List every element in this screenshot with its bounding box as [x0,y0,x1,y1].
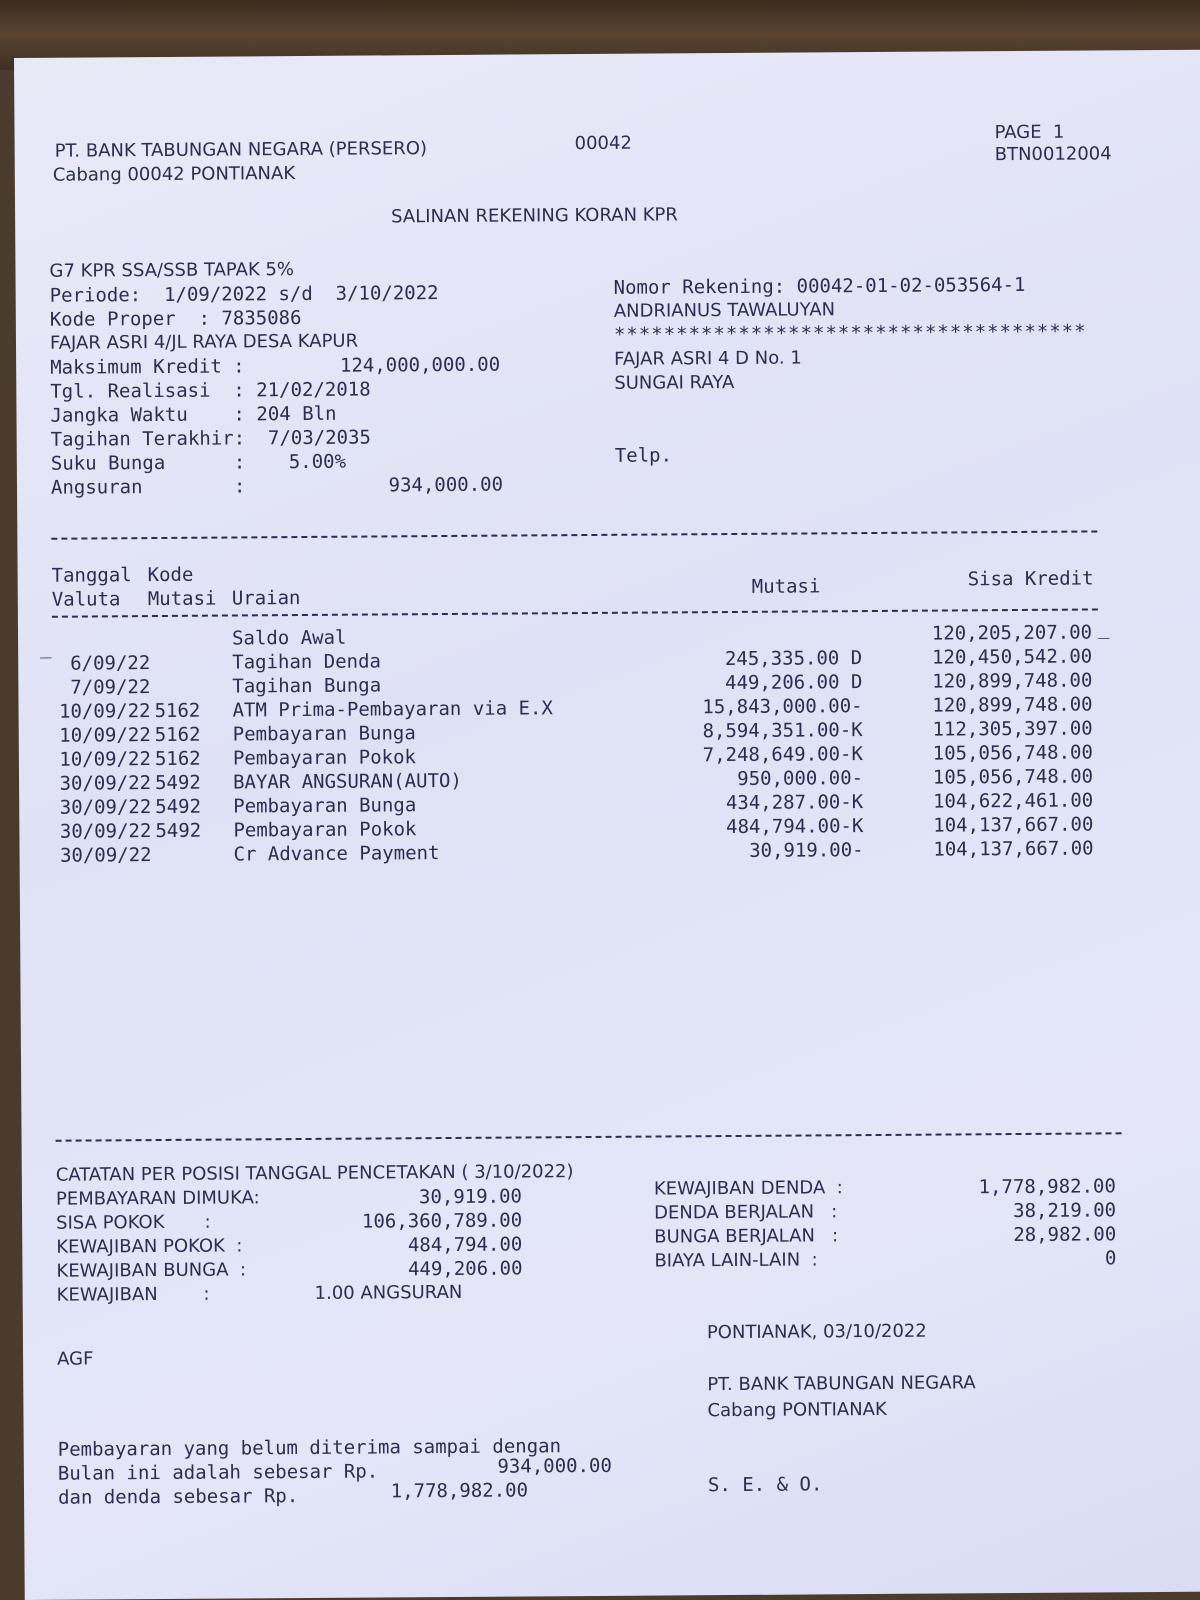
row-date: 7/09/22 [70,676,151,699]
margin-mark: _ [40,636,52,659]
loan-angsuran-value: 934,000.00 [388,473,504,497]
note-line-3-value: 1,778,982.00 [390,1479,529,1503]
summary-left-value: 449,206.00 [407,1257,523,1281]
summary-left-label: KEWAJIBAN POKOK : [56,1235,243,1258]
row-mutasi: 484,794.00-K [726,815,864,839]
row-mutasi: 8,594,351.00-K [702,719,863,743]
loan-product: G7 KPR SSA/SSB TAPAK 5% [49,259,295,282]
row-date [38,627,150,628]
branch-code: 00042 [574,132,632,155]
signature-branch: Cabang PONTIANAK [707,1398,887,1422]
row-sisa-kredit: 105,056,748.00 [932,765,1094,789]
note-line-1: Pembayaran yang belum diterima sampai dengan [57,1435,562,1461]
branch-name: Cabang 00042 PONTIANAK [52,163,296,186]
operator-code: AGF [57,1348,94,1370]
note-line-2-value: 934,000.00 [497,1454,612,1478]
col-tanggal: Tanggal [51,564,132,587]
divider [51,530,1097,539]
summary-right-value: 38,219.00 [1013,1199,1117,1223]
divider [56,1132,1122,1141]
summary-left-label: KEWAJIBAN : [56,1283,210,1306]
loan-suku-label: Suku Bunga : [50,451,246,475]
row-description: Pembayaran Pokok [233,818,417,842]
row-description: Tagihan Bunga [232,674,382,698]
loan-realisasi: Tgl. Realisasi : 21/02/2018 [50,378,371,403]
row-date: 10/09/22 [59,724,151,747]
summary-right-value: 1,778,982.00 [978,1175,1116,1199]
loan-kode-proper: Kode Proper : 7835086 [49,306,302,331]
row-mutasi: 30,919.00- [749,839,864,862]
summary-right-value: 0 [1104,1247,1117,1270]
summary-left-label: KEWAJIBAN BUNGA : [56,1259,247,1282]
customer-telp: Telp. [614,444,673,467]
loan-suku-value: 5.00% [288,450,347,474]
row-code: 5492 [155,795,202,819]
summary-left-label: PEMBAYARAN DIMUKA: [55,1187,260,1210]
summary-right-label: DENDA BERJALAN : [654,1201,838,1224]
statement-paper [14,50,1200,1600]
customer-address-2: SUNGAI RAYA [614,371,735,394]
summary-left-value: 484,794.00 [407,1233,523,1257]
masked-field: ************************************** [613,320,1087,346]
row-sisa-kredit: 105,056,748.00 [932,741,1093,765]
col-valuta: Valuta [51,588,121,611]
col-mutasi: Mutasi [751,575,821,598]
row-sisa-kredit: 104,622,461.00 [932,789,1094,813]
summary-left-value: 30,919.00 [418,1185,523,1209]
row-description: Saldo Awal [231,626,347,650]
row-code: 5162 [154,723,201,747]
row-date: 30/09/22 [59,796,152,819]
loan-project: FAJAR ASRI 4/JL RAYA DESA KAPUR [49,330,359,354]
page-number: PAGE 1 [994,121,1065,144]
summary-right-label: BIAYA LAIN-LAIN : [654,1249,818,1272]
loan-max-label: Maksimum Kredit : [50,355,245,379]
row-mutasi: 15,843,000.00- [702,695,863,719]
summary-title: CATATAN PER POSISI TANGGAL PENCETAKAN ( 3/10/2022) [55,1161,574,1186]
row-sisa-kredit: 104,137,667.00 [933,837,1094,861]
row-date: 30/09/22 [59,772,152,795]
city-date: PONTIANAK, 03/10/2022 [706,1320,927,1344]
row-description: ATM Prima-Pembayaran via E.X [232,697,553,722]
loan-periode: Periode: 1/09/2022 s/d 3/10/2022 [49,282,439,307]
row-mutasi: 449,206.00 D [725,671,863,695]
document-code: BTN0012004 [994,143,1112,166]
row-date: 30/09/22 [59,820,152,843]
row-sisa-kredit: 112,305,397.00 [932,717,1093,741]
loan-max-value: 124,000,000.00 [339,353,501,377]
col-kode: Kode [147,563,194,587]
summary-right-value: 28,982.00 [1013,1223,1117,1247]
row-date: 6/09/22 [70,652,151,675]
note-line-3: dan denda sebesar Rp. [57,1485,299,1509]
col-mutasi-kode: Mutasi [147,587,217,611]
row-code: 5492 [154,771,201,795]
row-mutasi: 245,335.00 D [724,647,863,671]
row-description: Pembayaran Bunga [233,794,417,818]
summary-right-label: KEWAJIBAN DENDA : [653,1177,843,1200]
col-uraian: Uraian [231,587,301,610]
col-sisa-kredit: Sisa Kredit [967,567,1094,591]
row-mutasi: 950,000.00- [737,767,864,790]
page-title: SALINAN REKENING KORAN KPR [391,204,678,228]
row-date: 30/09/22 [59,844,152,867]
row-description: Pembayaran Pokok [232,746,416,770]
loan-angsuran-label: Angsuran : [50,475,246,499]
summary-left-value: 1.00 ANGSURAN [314,1281,463,1304]
row-mutasi [578,622,862,624]
row-sisa-kredit: 120,899,748.00 [932,693,1093,717]
row-sisa-kredit: 120,205,207.00 [931,621,1093,645]
row-description: Cr Advance Payment [233,842,440,866]
customer-address-1: FAJAR ASRI 4 D No. 1 [614,347,802,370]
row-sisa-kredit: 120,899,748.00 [932,669,1093,693]
signature-bank: PT. BANK TABUNGAN NEGARA [707,1372,976,1396]
summary-right-label: BUNGA BERJALAN : [654,1225,839,1248]
row-description: Tagihan Denda [232,650,382,674]
row-sisa-kredit: 104,137,667.00 [933,813,1094,837]
row-mutasi: 434,287.00-K [725,791,864,815]
row-mutasi: 7,248,649.00-K [702,743,863,767]
row-code: 5162 [154,699,201,723]
summary-left-value: 106,360,789.00 [361,1209,523,1233]
row-description: Pembayaran Bunga [232,722,416,746]
row-date: 10/09/22 [59,748,151,771]
errors-omissions: S. E. & O. [707,1473,823,1497]
account-number: Nomor Rekening: 00042-01-02-053564-1 [613,273,1026,299]
customer-name: ANDRIANUS TAWALUYAN [613,299,836,322]
loan-tagihan-terakhir: Tagihan Terakhir: 7/03/2035 [50,426,372,451]
note-line-2: Bulan ini adalah sebesar Rp. [57,1460,379,1485]
loan-jangka: Jangka Waktu : 204 Bln [50,402,337,427]
row-description: BAYAR ANGSURAN(AUTO) [232,769,462,794]
row-code: 5492 [155,819,202,843]
summary-left-label: SISA POKOK : [56,1211,211,1234]
row-sisa-kredit: 120,450,542.00 [931,645,1093,669]
margin-mark: _ [1097,617,1110,640]
row-date: 10/09/22 [58,700,151,723]
row-code: 5162 [154,747,201,771]
bank-name: PT. BANK TABUNGAN NEGARA (PERSERO) [54,138,428,162]
